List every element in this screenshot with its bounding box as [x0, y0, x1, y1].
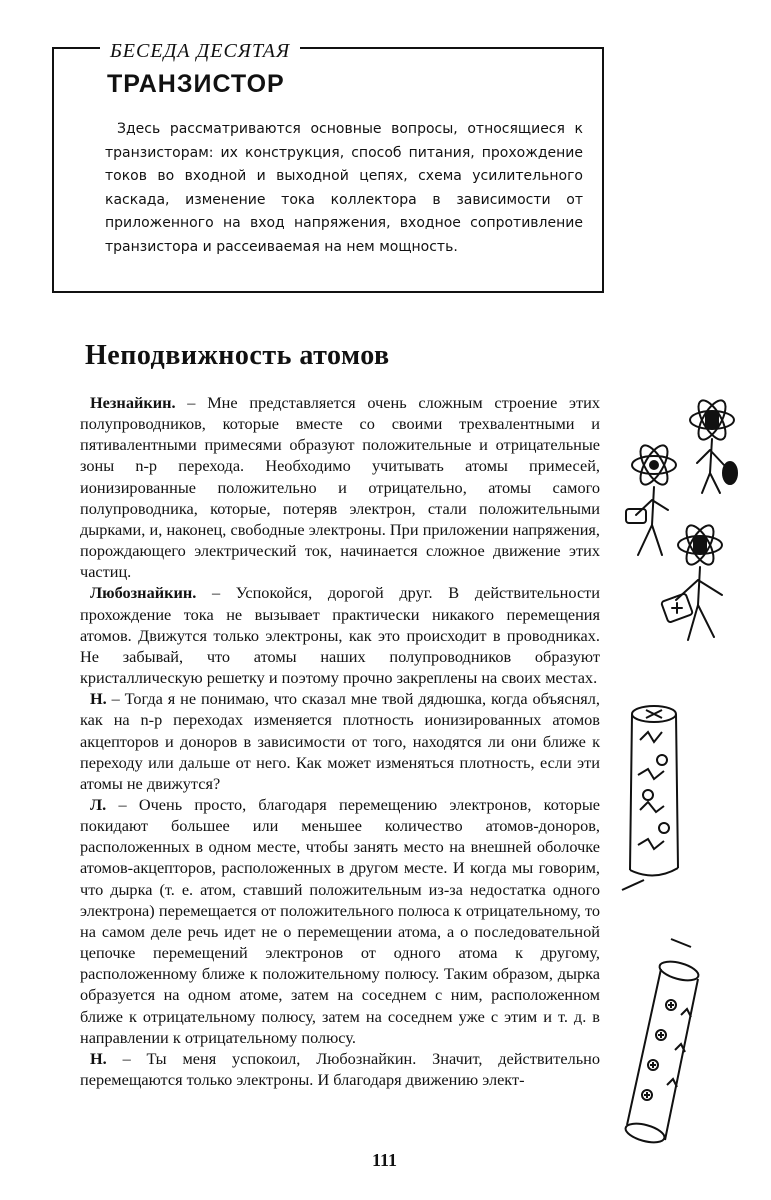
paragraph-text: – Успокойся, дорогой друг. В действительности прохождение тока не вызывает практически никакого перемещения атомов. Движутся только электроны, как это происходит в проводниках. Не забывай, что атомы наших полупроводников образуют кристаллическую решетку и поэтому прочно закреплены на своих местах.	[80, 583, 600, 688]
chapter-label: БЕСЕДА ДЕСЯТАЯ	[100, 40, 300, 62]
paragraph-text: – Мне представляется очень сложным строение этих полупроводников, которые вместе со своими трехвалентными и пятивалентными примесями образуют положительные и отрицательные зоны n-p перехода. Необходимо учитывать атомы примесей, ионизированные положительно и отрицательно, атомы самого полупроводника, которые, потеряв электрон, стали положительными дырками, и, наконец, свободные электроны. При приложении напряжения, порождающего электрический ток, начинается сложное движение этих частиц.	[80, 393, 600, 582]
speaker-name: Л.	[90, 794, 107, 814]
paragraph-text: – Ты меня успокоил, Любознайкин. Значит, действительно перемещаются только электроны. И благодаря движению элект-	[80, 1048, 600, 1089]
paragraph	[80, 1048, 600, 1090]
section-title: Неподвижность атомов	[85, 340, 390, 371]
speaker-name: Незнайкин.	[90, 393, 176, 412]
speaker-name: Н.	[90, 1048, 107, 1068]
tilted-crystal-cylinder-illustration	[615, 935, 705, 1160]
page-number: 111	[372, 1150, 398, 1170]
paragraph	[80, 794, 600, 1048]
dialogue-text	[80, 392, 600, 1090]
speaker-name: Н.	[90, 689, 107, 709]
chapter-summary: Здесь рассматриваются основные вопросы, относящиеся к транзисторам: их конструкция, способ питания, прохождение токов во входной и выходной цепях, схема усилительного каскада, изменение тока коллектора в зависимости от приложенного на вход напряжения, входное сопротивление транзистора и рассеиваемая на нем мощность.	[105, 121, 583, 255]
paragraph	[80, 392, 600, 582]
speaker-name: Любознайкин.	[90, 583, 197, 603]
paragraph-text: – Тогда я не понимаю, что сказал мне твой дядюшка, когда объяснял, как на n-p переходах изменяется плотность ионизированных атомов акцепторов и доноров в зависимости от того, находятся ли они ближе к переходу или дальше от него. Как может изменяться плотность, если эти атомы не движутся?	[80, 689, 600, 793]
chapter-title: ТРАНЗИСТОР	[107, 70, 285, 98]
walking-atoms-illustration	[612, 395, 762, 695]
paragraph-text: – Очень просто, благодаря перемещению электронов, которые покидают большее или меньшее количество атомов-доноров, расположенных в одном месте, чтобы занять место на внешней оболочке атомов-акцепторов, расположенных в другом месте. И когда мы говорим, что дырка (т. е. атом, ставший положительным из-за недостатка одного электрона) перемещается от положительного полюса к отрицательному, то на самом деле речь идет не о перемещении атома, а о последовательной цепочке перемещений электронов от одного атома к другому, расположенному ближе к положительному полюсу. Таким образом, дырка образуется на одном атоме, затем на соседнем с ним, расположенном ближе к отрицательному полюсу, затем на соседнем уже с этим и т. д. в направлении к отрицательному полюсу.	[80, 794, 600, 1047]
paragraph	[80, 688, 600, 794]
crystal-cylinder-illustration	[618, 700, 688, 895]
paragraph	[80, 582, 600, 688]
